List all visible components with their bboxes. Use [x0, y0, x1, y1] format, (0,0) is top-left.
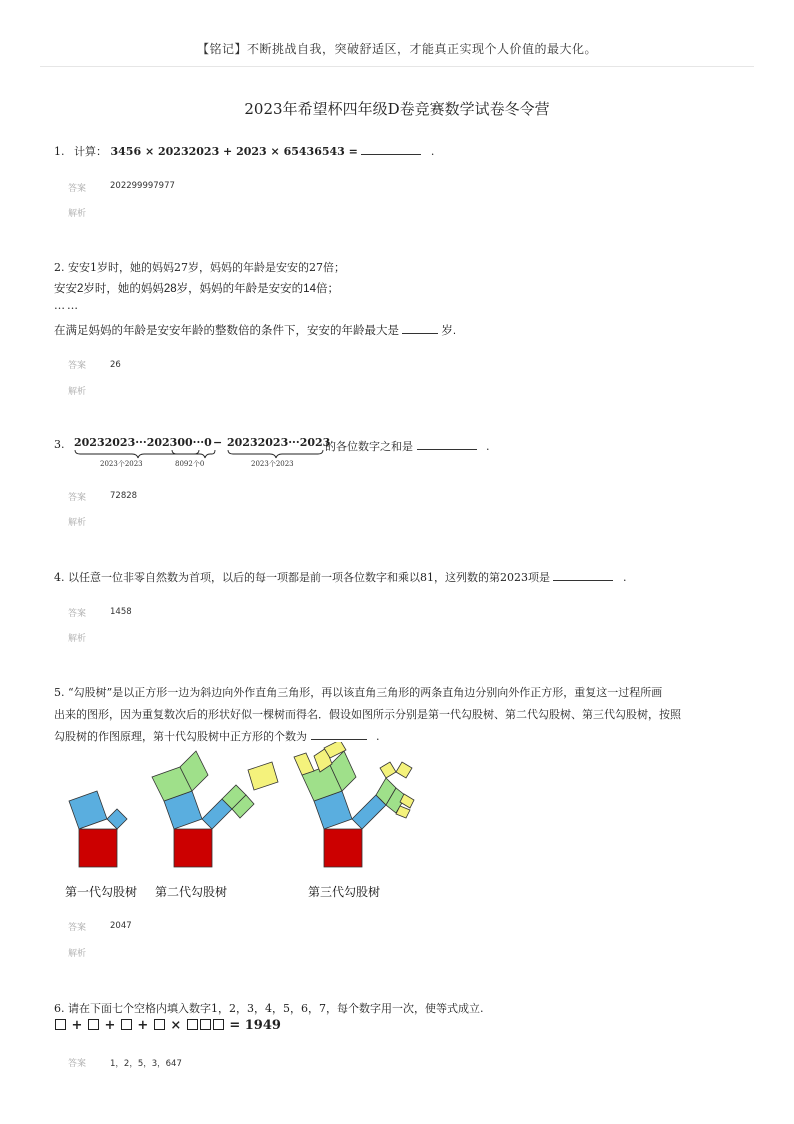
q6-answer-label: 答案: [68, 1059, 87, 1069]
q5-analysis-label: 解析: [68, 949, 87, 959]
q3-analysis-label: 解析: [68, 518, 87, 528]
q6-blank-box-1: [55, 1019, 66, 1030]
document-title: 2023年希望杯四年级D卷竞赛数学试卷冬令营: [244, 100, 550, 118]
q1-answer-label: 答案: [68, 184, 87, 194]
q3-number: 3.: [54, 438, 65, 451]
q3-minus: −: [213, 436, 223, 449]
q1-prefix: 计算：: [74, 145, 107, 158]
q1-analysis-label: 解析: [68, 209, 87, 219]
q3-term-1: 20232023···202300···0: [74, 436, 212, 449]
q2-answer-label: 答案: [68, 361, 87, 371]
question-1: [54, 143, 434, 159]
tree-generation-1: [69, 791, 127, 867]
q6-equation: + + + × = 1949: [54, 1018, 281, 1033]
q2-answer-blank: [402, 333, 438, 334]
q3-answer-label: 答案: [68, 493, 87, 503]
q4-answer: 1458: [110, 607, 132, 617]
tree-generation-3: [248, 742, 414, 867]
gen2-trunk-square: [174, 829, 212, 867]
q6-equation-result: = 1949: [229, 1018, 281, 1033]
q1-answer: 202299997977: [110, 181, 175, 191]
q3-subscript-2: 8092个0: [175, 460, 205, 468]
gen3-yellow-6: [396, 762, 412, 778]
q3-brace-2: [172, 450, 215, 458]
q1-answer-blank: [361, 154, 421, 155]
q6-line-1: 6. 请在下面七个空格内填入数字1，2，3，4，5，6，7，每个数字用一次，使等式成立.: [54, 1002, 484, 1015]
caption-generation-1: 第一代勾股树: [65, 885, 138, 899]
q6-blank-box-3: [121, 1019, 132, 1030]
q4-answer-label: 答案: [68, 609, 87, 619]
q4-answer-blank: [553, 580, 613, 581]
q5-line-2: 出来的图形，因为重复数次后的形状好似一棵树而得名．假设如图所示分别是第一代勾股树、第二代勾股树、第三代勾股树，按照: [54, 708, 681, 721]
q6-blank-box-2: [88, 1019, 99, 1030]
gen3-trunk-square: [324, 829, 362, 867]
q6-answer: 1，2，5，3，647: [110, 1059, 182, 1069]
q3-tail-text: 的各位数字之和是: [325, 440, 413, 453]
q3-suffix: .: [486, 440, 490, 453]
q3-answer: 72828: [110, 491, 138, 501]
q2-line-1: 2. 安安1岁时，她的妈妈27岁，妈妈的年龄是安安的27倍；: [54, 261, 345, 274]
q3-subscript-3: 2023个2023: [251, 460, 294, 468]
q6-blank-box-4: [154, 1019, 165, 1030]
q1-expression: 3456 × 20232023 + 2023 × 65436543 =: [110, 145, 358, 158]
q2-answer: 26: [110, 360, 121, 370]
q5-suffix: .: [376, 730, 380, 743]
q3-answer-blank: [417, 449, 477, 450]
q2-analysis-label: 解析: [68, 387, 87, 397]
q6-blank-box-6: [200, 1019, 211, 1030]
tree-generation-2: [152, 751, 254, 867]
q2-line-3: ……: [54, 299, 80, 312]
q6-blank-box-7: [213, 1019, 224, 1030]
gen3-yellow-5: [380, 762, 396, 778]
q4-analysis-label: 解析: [68, 634, 87, 644]
q3-brace-3: [228, 450, 323, 458]
header-divider: [40, 66, 754, 67]
caption-generation-3: 第三代勾股树: [308, 885, 381, 899]
q5-answer: 2047: [110, 921, 132, 931]
gen1-trunk-square: [79, 829, 117, 867]
header-motto: 【铭记】不断挑战自我，突破舒适区，才能真正实现个人价值的最大化。: [196, 42, 597, 56]
q2-line-4: [54, 322, 456, 338]
q5-answer-label: 答案: [68, 923, 87, 933]
q2-line-2: 安安2岁时，她的妈妈28岁，妈妈的年龄是安安的14倍；: [54, 283, 339, 295]
q3-tail: [325, 438, 490, 454]
caption-generation-2: 第二代勾股树: [155, 885, 228, 899]
question-4: [54, 569, 626, 585]
gen3-yellow-1: [294, 753, 314, 775]
q1-number: 1.: [54, 145, 65, 158]
q6-blank-box-5: [187, 1019, 198, 1030]
q1-suffix: .: [430, 145, 435, 158]
q2-line-4-prefix: 在满足妈妈的年龄是安安年龄的整数倍的条件下，安安的年龄最大是: [54, 325, 399, 337]
q3-underbraces: [72, 449, 332, 459]
q5-answer-blank: [311, 739, 367, 740]
q5-line-1: 5. “勾股树”是以正方形一边为斜边向外作直角三角形，再以该直角三角形的两条直角边分别向外作正方形，重复这一过程所画: [54, 686, 663, 699]
q4-suffix: .: [622, 571, 627, 584]
gen3-yellow-2: [248, 762, 278, 790]
q5-line-3-text: 勾股树的作图原理，第十代勾股树中正方形的个数为: [54, 730, 307, 743]
q3-subscript-1: 2023个2023: [100, 460, 143, 468]
q2-line-4-suffix: 岁.: [441, 325, 457, 337]
pythagoras-tree-figure: [50, 742, 430, 872]
q4-text: 4. 以任意一位非零自然数为首项，以后的每一项都是前一项各位数字和乘以81，这列数的第2023项是: [54, 571, 550, 584]
q3-term-2: 20232023···2023: [227, 436, 331, 449]
